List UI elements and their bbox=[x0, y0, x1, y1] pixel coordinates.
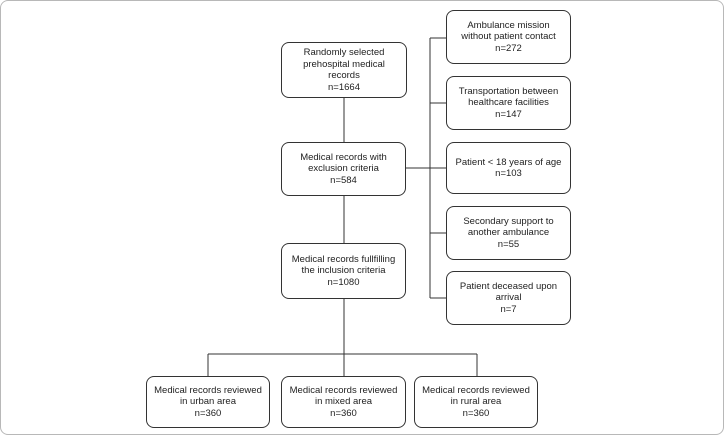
node-reason-under-18: Patient < 18 years of age n=103 bbox=[446, 142, 571, 194]
node-rural-area: Medical records reviewed in rural area n=360 bbox=[414, 376, 538, 428]
node-inclusion-criteria: Medical records fullfilling the inclusion criteria n=1080 bbox=[281, 243, 406, 299]
node-urban-area: Medical records reviewed in urban area n=360 bbox=[146, 376, 270, 428]
node-mixed-area: Medical records reviewed in mixed area n=360 bbox=[281, 376, 406, 428]
node-randomly-selected: Randomly selected prehospital medical records n=1664 bbox=[281, 42, 407, 98]
node-reason-transportation: Transportation between healthcare facilities n=147 bbox=[446, 76, 571, 130]
node-reason-deceased: Patient deceased upon arrival n=7 bbox=[446, 271, 571, 325]
node-reason-secondary-support: Secondary support to another ambulance n=55 bbox=[446, 206, 571, 260]
node-reason-no-patient-contact: Ambulance mission without patient contact n=272 bbox=[446, 10, 571, 64]
node-exclusion-criteria: Medical records with exclusion criteria n=584 bbox=[281, 142, 406, 196]
